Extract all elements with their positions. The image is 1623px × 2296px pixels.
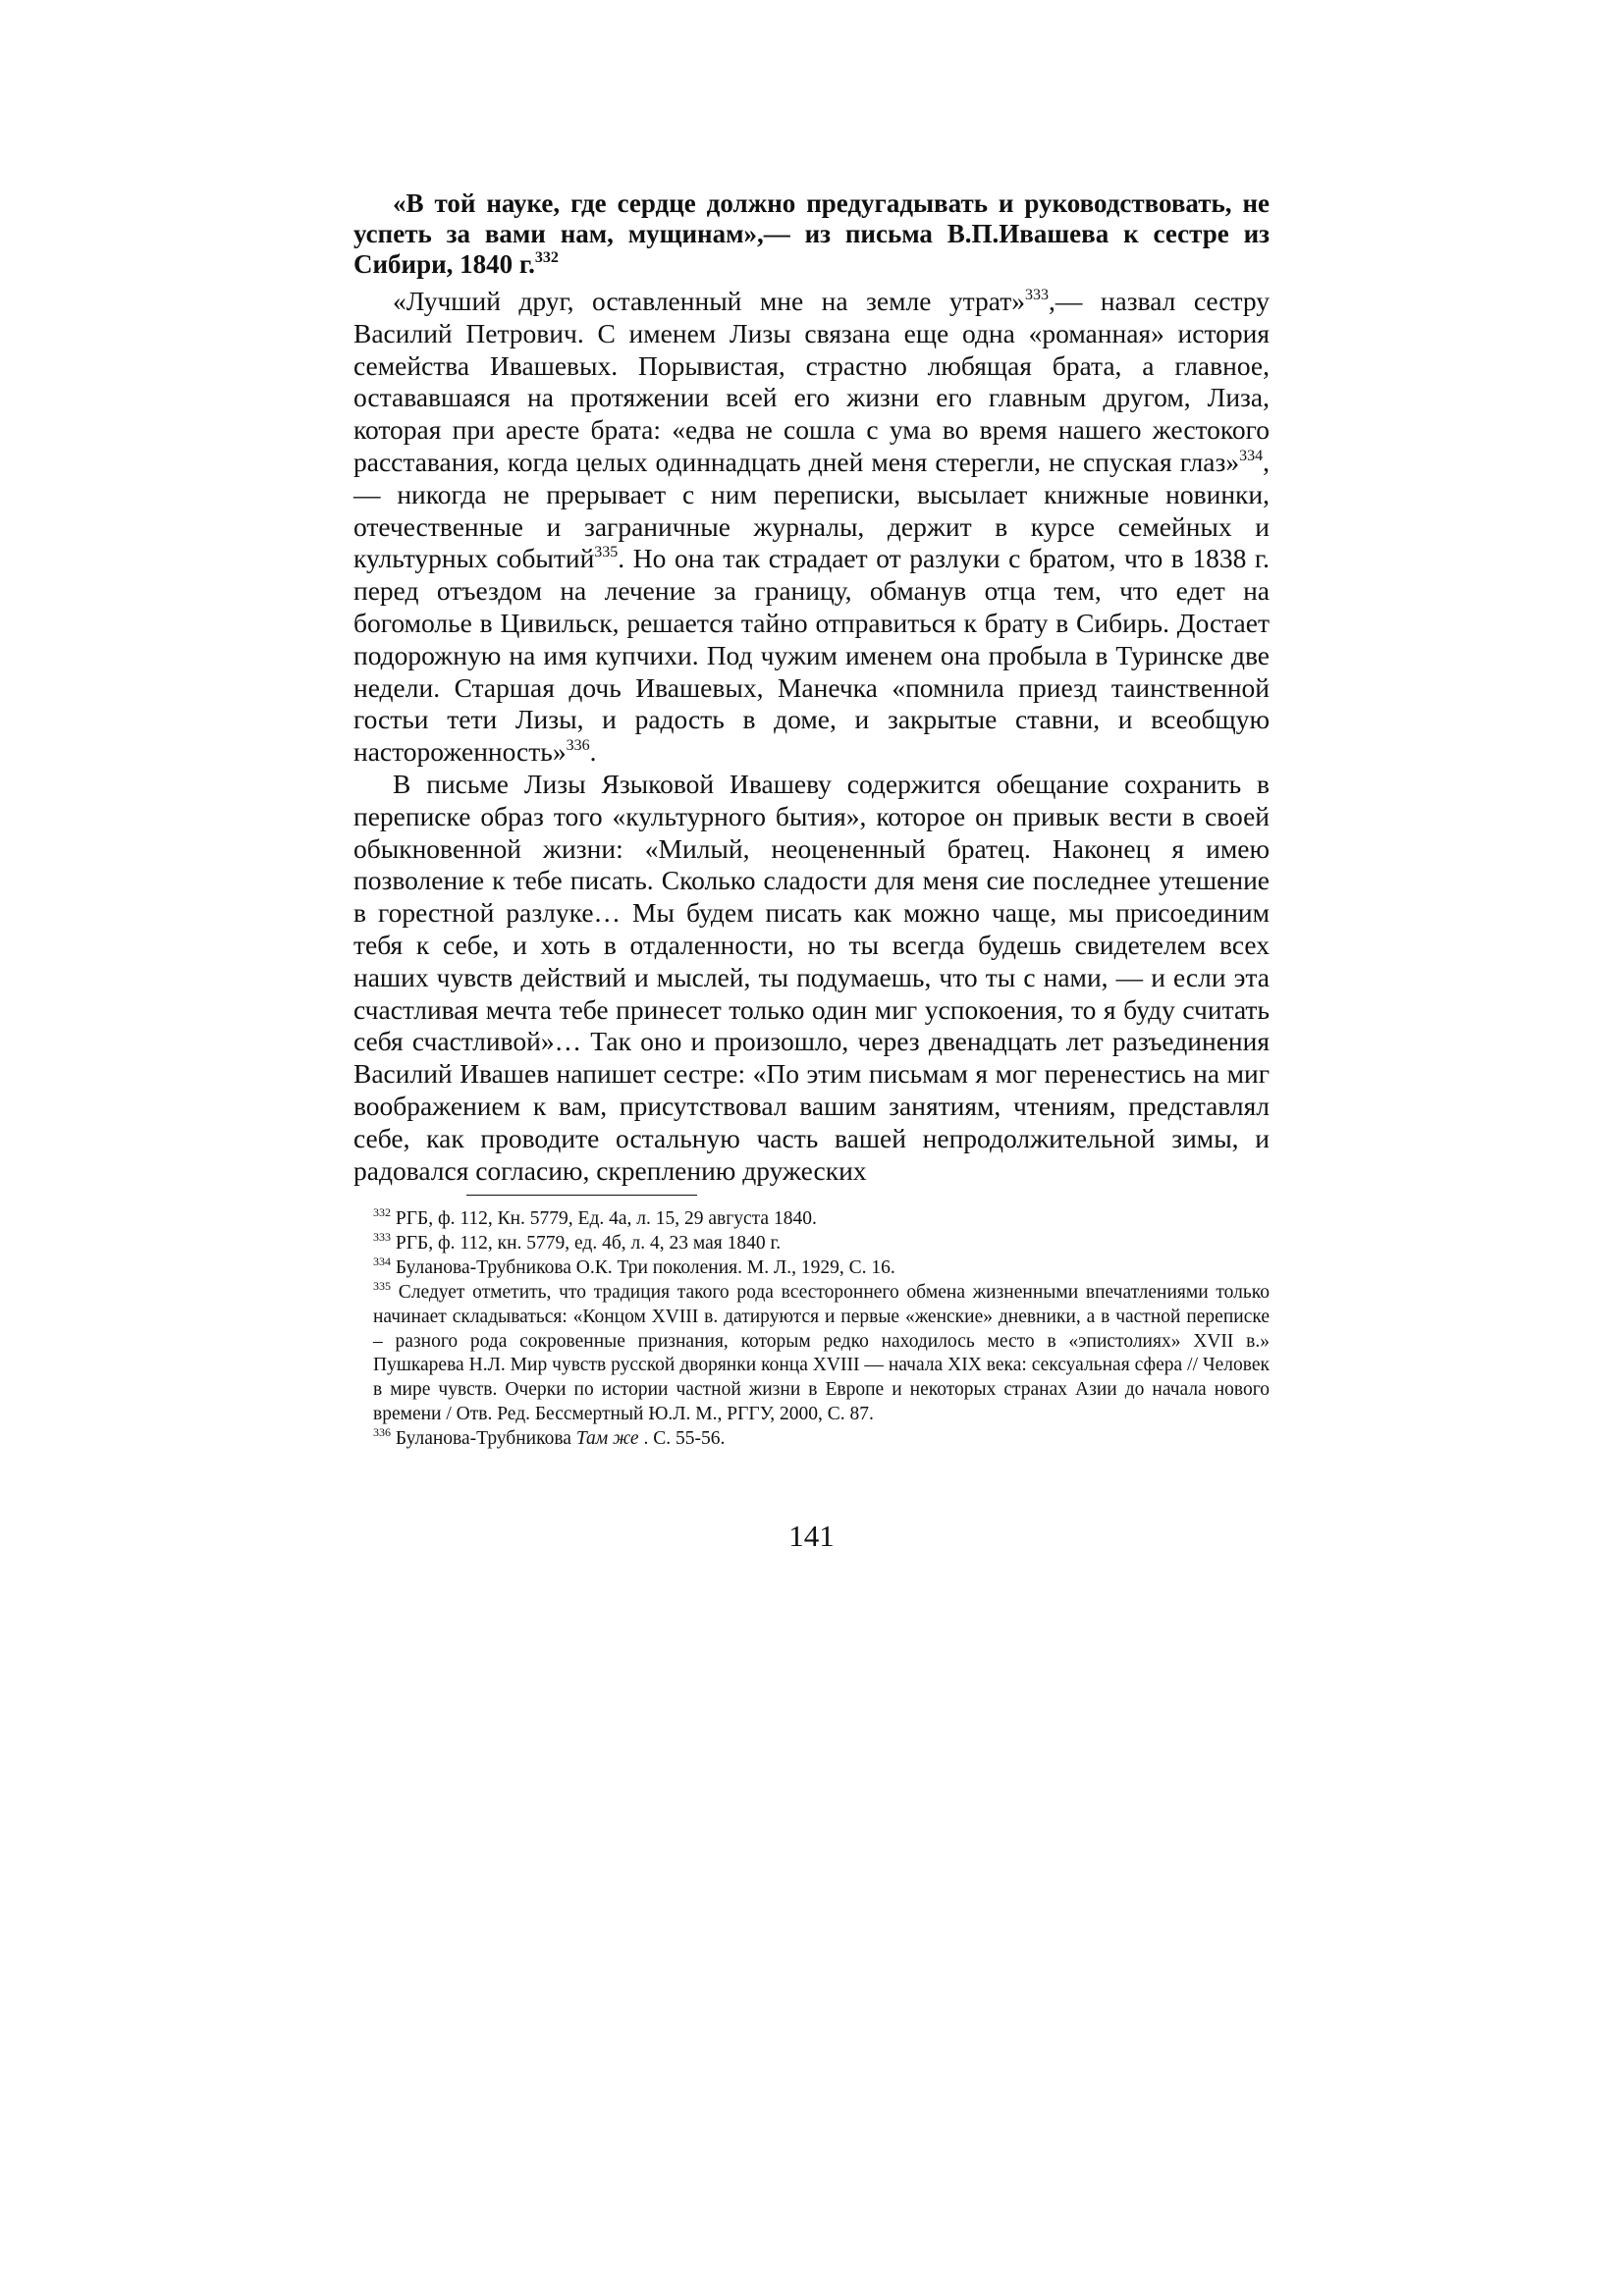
footnote-ref-333[interactable]: 333 [1024, 287, 1049, 303]
paragraph-1-part-3: ,— никогда не прерывает с ним переписки, высылает книжные новинки, отечественные и заграничные журналы, держит в курсе семейных и культурных событий [353, 446, 1270, 574]
footnote-number: 336 [373, 1425, 391, 1440]
footnote-text: Буланова-Трубникова О.К. Три поколения. М. Л., 1929, С. 16. [395, 1256, 895, 1278]
footnote-number: 334 [373, 1254, 391, 1268]
paragraph-1-part-2: ,— назвал сестру Василий Петрович. С именем Лизы связана еще одна «романная» история семейства Ивашевых. Порывистая, страстно любящая брата, а главное, остававшаяся на протяжении всей его жизни его главным другом, Лиза, которая при аресте брата: «едва не сошла с ума во время нашего жестокого расставания, когда целых одиннадцать дней меня стерегли, не спуская глаз» [353, 286, 1270, 477]
footnote-text: РГБ, ф. 112, Кн. 5779, Ед. 4а, л. 15, 29 августа 1840. [395, 1208, 817, 1229]
footnote-text-pages: . С. 55-56. [638, 1428, 726, 1450]
footnote-number: 333 [373, 1229, 391, 1244]
footnote-ref-335[interactable]: 335 [594, 544, 619, 561]
footnote-number: 332 [373, 1205, 391, 1219]
paragraph-1-part-5: . [589, 736, 597, 768]
footnotes [373, 1207, 1270, 1452]
footnote-332 [373, 1207, 1270, 1232]
footnote-separator [466, 1195, 697, 1196]
paragraph-1 [353, 286, 1270, 769]
footnote-number: 335 [373, 1278, 391, 1293]
footnote-ref-336[interactable]: 336 [566, 737, 590, 755]
page-number: 141 [788, 1519, 835, 1553]
footnote-text: РГБ, ф. 112, кн. 5779, ед. 4б, л. 4, 23 мая 1840 г. [395, 1232, 782, 1254]
paragraph-1-part-1: «Лучший друг, оставленный мне на земле утрат» [393, 286, 1025, 316]
footnote-text-italic: Там же [575, 1428, 639, 1450]
paragraph-2: В письме Лизы Языковой Ивашеву содержится обещание сохранить в переписке образ того «культурного бытия», которое он привык вести в своей обыкновенной жизни: «Милый, неоцененный братец. Наконец я имею позволение к тебе писать. Сколько сладости для меня сие последнее утешение в горестной разлуке… Мы будем писать как можно чаще, мы присоединим тебя к себе, и хоть в отдаленности, но ты всегда будешь свидетелем всех наших чувств действий и мыслей, ты подумаешь, что ты с нами, — и если эта счастливая мечта тебе принесет только один миг успокоения, то я буду считать себя счастливой»… Так оно и произошло, через двенадцать лет разъединения Василий Ивашев напишет сестре: «По этим письмам я мог перенестись на миг воображением к вам, присутствовал вашим занятиям, чтениям, представлял себе, как проводите остальную часть вашей непродолжительной зимы, и радовался согласию, скреплению дружеских [353, 768, 1270, 1186]
footnote-335 [373, 1278, 1270, 1427]
footnote-ref-334[interactable]: 334 [1239, 447, 1264, 464]
footnote-ref-332[interactable]: 332 [534, 249, 559, 266]
footnote-334 [373, 1256, 1270, 1281]
main-text [353, 188, 1270, 1187]
paragraph-1-part-4: . Но она так страдает от разлуки с братом, что в 1838 г. перед отъездом на лечение за границу, обманув отца тем, что едет на богомолье в Цивильск, решается тайно отправиться к брату в Сибирь. Достает подорожную на имя купчихи. Под чужим именем она пробыла в Туринске две недели. Старшая дочь Ивашевых, Манечка «помнила приезд таинственной гостьи тети Лизы, и радость в доме, и закрытые ставни, и всеобщую настороженность» [353, 543, 1270, 768]
footnote-text: Следует отметить, что традиция такого рода всестороннего обмена жизненными впечатлениями только начинает складываться: «Концом XVIII в. датируются и первые «женские» дневники, а в частной переписке – разного рода сокровенные признания, которым редко находилось место в «эпистолиях» XVII в.» Пушкарева Н.Л. Мир чувств русской дворянки конца XVIII — начала XIX века: сексуальная сфера // Человек в мире чувств. Очерки по истории частной жизни в Европе и некоторых странах Азии до начала нового времени / Отв. Ред. Бессмертный Ю.Л. М., РГГУ, 2000, С. 87. [373, 1281, 1270, 1425]
epigraph-text: «В той науке, где сердце должно предугадывать и руководствовать, не успеть за вами нам, мущинам»,— из письма В.П.Ивашева к сестре из Сибири, 1840 г. [353, 188, 1270, 279]
footnote-text-author: Буланова-Трубникова [395, 1428, 576, 1450]
footnote-336 [373, 1427, 1270, 1452]
epigraph [353, 188, 1270, 280]
footnote-333 [373, 1229, 1270, 1256]
